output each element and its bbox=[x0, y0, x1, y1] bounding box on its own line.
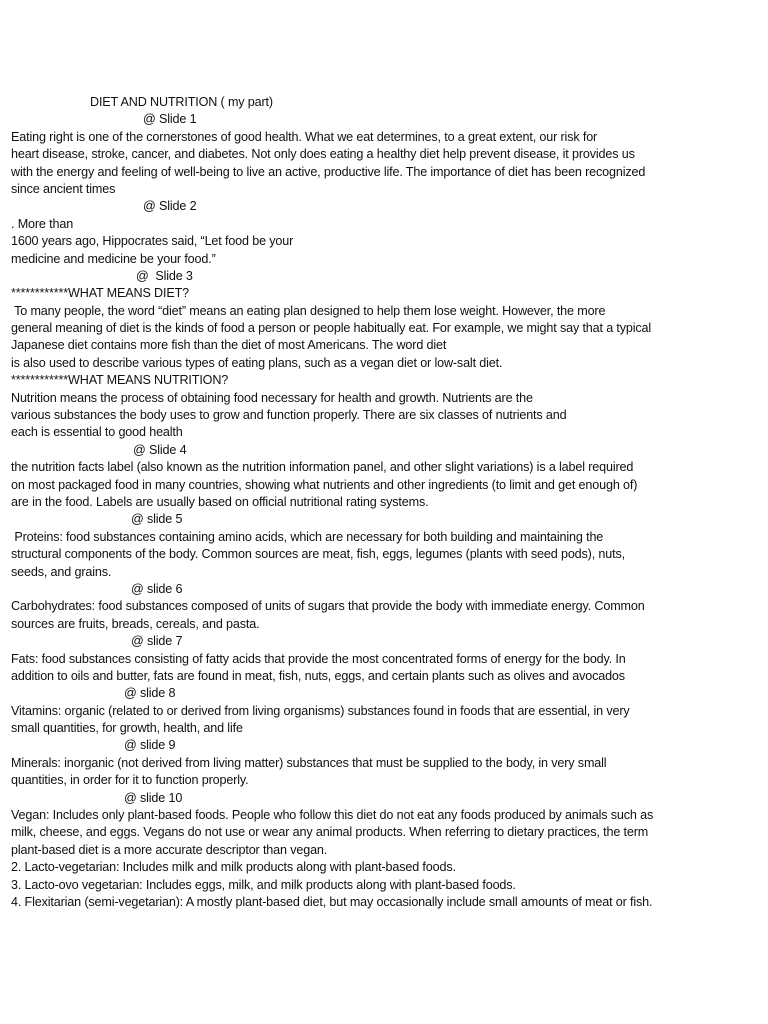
text-line: Nutrition means the process of obtaining food necessary for health and growth. Nutrients are the bbox=[11, 390, 533, 405]
slide-3-marker: @ Slide 3 bbox=[136, 268, 193, 283]
slide-10-marker: @ slide 10 bbox=[124, 790, 183, 805]
slide-1-marker: @ Slide 1 bbox=[143, 112, 197, 127]
text-line: medicine and medicine be your food.” bbox=[11, 251, 216, 266]
text-line: Japanese diet contains more fish than the diet of most Americans. The word diet bbox=[11, 338, 447, 353]
text-line: . More than bbox=[11, 216, 74, 231]
text-line: are in the food. Labels are usually based on official nutritional rating systems. bbox=[11, 494, 429, 509]
text-line: Vegan: Includes only plant-based foods. People who follow this diet do not eat any foods produced by animals such as bbox=[11, 808, 654, 823]
text-line: Carbohydrates: food substances composed of units of sugars that provide the body with immediate energy. Common bbox=[11, 599, 645, 614]
text-line: To many people, the word “diet” means an eating plan designed to help them lose weight. However, the more bbox=[11, 303, 606, 318]
document-title: DIET AND NUTRITION ( my part) bbox=[90, 95, 273, 109]
list-item: 2. Lacto-vegetarian: Includes milk and milk products along with plant-based foods. bbox=[11, 860, 456, 875]
text-line: sources are fruits, breads, cereals, and pasta. bbox=[11, 616, 260, 631]
text-line: plant-based diet is a more accurate descriptor than vegan. bbox=[11, 842, 328, 857]
text-line: seeds, and grains. bbox=[11, 564, 112, 579]
text-line: structural components of the body. Common sources are meat, fish, eggs, legumes (plants with seed pods), nuts, bbox=[11, 547, 625, 562]
text-line: Minerals: inorganic (not derived from living matter) substances that must be supplied to the body, in very small bbox=[11, 755, 607, 770]
slide-7-marker: @ slide 7 bbox=[131, 634, 183, 649]
text-line: on most packaged food in many countries, showing what nutrients and other ingredients (to limit and get enough of) bbox=[11, 477, 638, 492]
text-line: each is essential to good health bbox=[11, 425, 183, 440]
text-line: small quantities, for growth, health, and life bbox=[11, 721, 243, 736]
list-item: 4. Flexitarian (semi-vegetarian): A mostly plant-based diet, but may occasionally include small amounts of meat or fish. bbox=[11, 894, 653, 909]
text-line: quantities, in order for it to function properly. bbox=[11, 773, 249, 788]
section-heading-diet: ************WHAT MEANS DIET? bbox=[11, 286, 189, 301]
text-line: since ancient times bbox=[11, 181, 116, 196]
text-line: Fats: food substances consisting of fatty acids that provide the most concentrated forms of energy for the body. In bbox=[11, 651, 626, 666]
text-line: with the energy and feeling of well-being to live an active, productive life. The importance of diet has been recognized bbox=[11, 164, 646, 179]
document-body bbox=[11, 94, 691, 911]
text-line: various substances the body uses to grow and function properly. There are six classes of nutrients and bbox=[11, 408, 567, 423]
text-line: Eating right is one of the cornerstones of good health. What we eat determines, to a great extent, our risk for bbox=[11, 129, 598, 144]
text-line: Proteins: food substances containing amino acids, which are necessary for both building and maintaining the bbox=[11, 529, 604, 544]
text-line: 1600 years ago, Hippocrates said, “Let food be your bbox=[11, 234, 294, 249]
slide-9-marker: @ slide 9 bbox=[124, 738, 176, 753]
text-line: milk, cheese, and eggs. Vegans do not use or wear any animal products. When referring to dietary practices, the term bbox=[11, 825, 649, 840]
text-line: general meaning of diet is the kinds of food a person or people habitually eat. For example, we might say that a typical bbox=[11, 321, 652, 336]
slide-5-marker: @ slide 5 bbox=[131, 512, 183, 527]
text-line: addition to oils and butter, fats are found in meat, fish, nuts, eggs, and certain plants such as olives and avocados bbox=[11, 668, 625, 683]
list-item: 3. Lacto-ovo vegetarian: Includes eggs, milk, and milk products along with plant-based foods. bbox=[11, 877, 516, 892]
section-heading-nutrition: ************WHAT MEANS NUTRITION? bbox=[11, 373, 229, 388]
slide-4-marker: @ Slide 4 bbox=[133, 442, 187, 457]
slide-6-marker: @ slide 6 bbox=[131, 581, 183, 596]
text-line: Vitamins: organic (related to or derived from living organisms) substances found in foods that are essential, in very bbox=[11, 703, 630, 718]
slide-8-marker: @ slide 8 bbox=[124, 686, 176, 701]
text-line: is also used to describe various types of eating plans, such as a vegan diet or low-salt diet. bbox=[11, 355, 503, 370]
text-line: the nutrition facts label (also known as the nutrition information panel, and other slight variations) is a label required bbox=[11, 460, 634, 475]
slide-2-marker: @ Slide 2 bbox=[143, 199, 197, 214]
text-line: heart disease, stroke, cancer, and diabetes. Not only does eating a healthy diet help prevent disease, it provides us bbox=[11, 147, 635, 162]
